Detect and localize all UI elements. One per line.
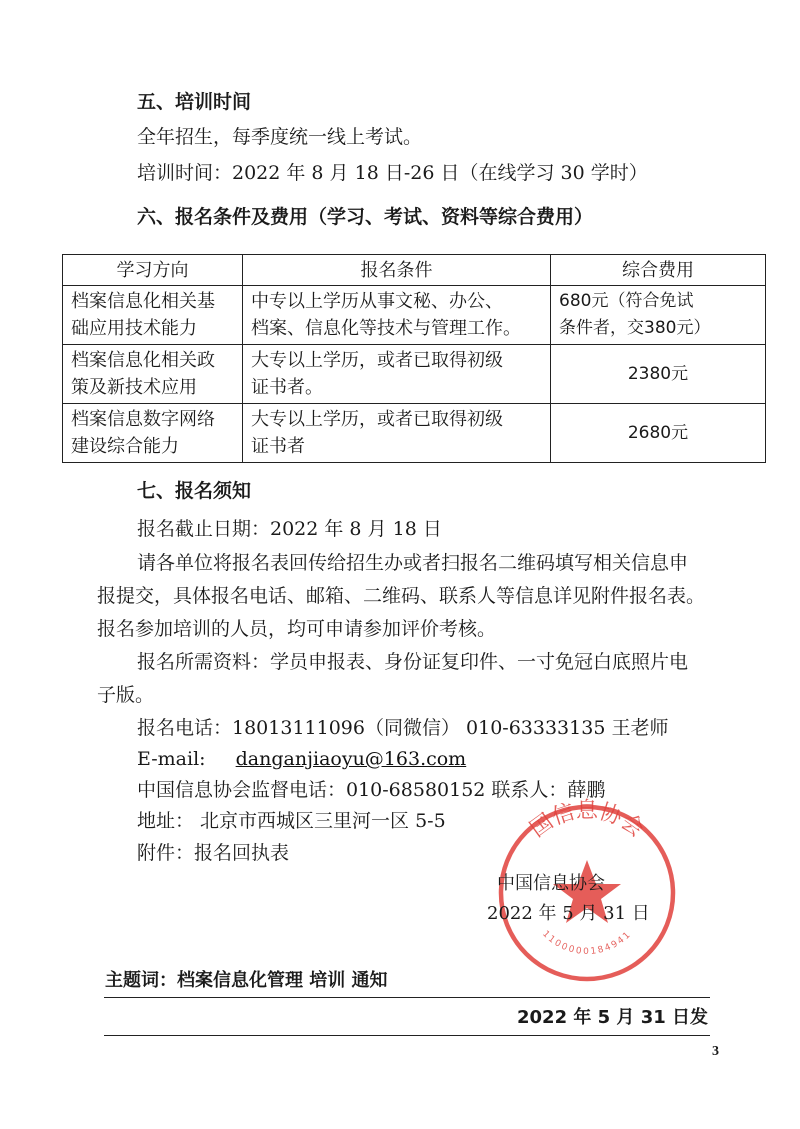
header-direction: 学习方向 bbox=[63, 255, 243, 286]
cell-direction bbox=[63, 345, 243, 404]
materials-line: 报名所需资料：学员申报表、身份证复印件、一寸免冠白底照片电 bbox=[137, 651, 689, 673]
deadline: 报名截止日期：2022 年 8 月 18 日 bbox=[137, 518, 442, 540]
cell-text: 策及新技术应用 bbox=[71, 377, 197, 398]
cell-text: 档案信息化相关政 bbox=[71, 350, 215, 371]
cell-text: 档案、信息化等技术与管理工作。 bbox=[251, 318, 521, 339]
fee-table bbox=[62, 254, 766, 463]
divider-top bbox=[104, 997, 710, 998]
cell-condition bbox=[243, 404, 551, 463]
cell-direction bbox=[63, 404, 243, 463]
enrollment-info: 全年招生，每季度统一线上考试。 bbox=[137, 126, 423, 148]
supervision-phone: 中国信息协会监督电话：010-68580152 联系人：薛鹏 bbox=[137, 779, 606, 801]
cell-text: 证书者 bbox=[251, 436, 305, 457]
cell-text: 础应用技术能力 bbox=[71, 318, 197, 339]
phone-line: 报名电话：18013111096（同微信） 010-63333135 王老师 bbox=[137, 717, 669, 739]
cell-text: 证书者。 bbox=[251, 377, 323, 398]
divider-bottom bbox=[104, 1035, 710, 1036]
cell-fee bbox=[551, 286, 766, 345]
instruction-line: 报提交，具体报名电话、邮箱、二维码、联系人等信息详见附件报名表。 bbox=[97, 585, 706, 607]
cell-text: 中专以上学历从事文秘、办公、 bbox=[251, 291, 503, 312]
cell-text: 档案信息化相关基 bbox=[71, 291, 215, 312]
keywords: 主题词：档案信息化管理 培训 通知 bbox=[105, 970, 388, 991]
cell-fee: 2680元 bbox=[551, 404, 766, 463]
cell-text: 大专以上学历，或者已取得初级 bbox=[251, 409, 503, 430]
email-line bbox=[137, 747, 466, 771]
email-link[interactable]: danganjiaoyu@163.com bbox=[235, 748, 467, 770]
cell-text: 680元（符合免试 bbox=[559, 291, 694, 311]
page-number: 3 bbox=[712, 1044, 719, 1059]
table-header-row bbox=[63, 255, 766, 286]
section5-heading: 五、培训时间 bbox=[137, 91, 252, 113]
table-row bbox=[63, 345, 766, 404]
instruction-line: 请各单位将报名表回传给招生办或者扫报名二维码填写相关信息申 bbox=[137, 552, 689, 574]
header-condition: 报名条件 bbox=[243, 255, 551, 286]
cell-fee: 2380元 bbox=[551, 345, 766, 404]
seal-number: 1100000184941 bbox=[540, 929, 634, 958]
table-row bbox=[63, 286, 766, 345]
cell-text: 大专以上学历，或者已取得初级 bbox=[251, 350, 503, 371]
cell-text: 建设综合能力 bbox=[71, 436, 179, 457]
cell-condition bbox=[243, 286, 551, 345]
cell-text: 条件者，交380元） bbox=[559, 318, 711, 338]
cell-text: 档案信息数字网络 bbox=[71, 409, 215, 430]
cell-condition bbox=[243, 345, 551, 404]
section6-heading: 六、报名条件及费用（学习、考试、资料等综合费用） bbox=[137, 206, 594, 228]
issued-date: 2022 年 5 月 31 日发 bbox=[517, 1007, 709, 1028]
signature-date: 2022 年 5 月 31 日 bbox=[487, 903, 650, 924]
email-label: E-mail: bbox=[137, 748, 206, 770]
attachment: 附件：报名回执表 bbox=[137, 842, 290, 864]
cell-direction bbox=[63, 286, 243, 345]
instruction-line: 报名参加培训的人员，均可申请参加评价考核。 bbox=[97, 618, 497, 640]
header-fee: 综合费用 bbox=[551, 255, 766, 286]
table-row bbox=[63, 404, 766, 463]
seal-text: 国信息协会 bbox=[525, 798, 649, 843]
signature-org: 中国信息协会 bbox=[497, 873, 605, 894]
training-time: 培训时间：2022 年 8 月 18 日-26 日（在线学习 30 学时） bbox=[137, 162, 648, 184]
section7-heading: 七、报名须知 bbox=[137, 480, 252, 502]
address: 地址： 北京市西城区三里河一区 5-5 bbox=[137, 810, 446, 832]
materials-line: 子版。 bbox=[97, 684, 155, 706]
